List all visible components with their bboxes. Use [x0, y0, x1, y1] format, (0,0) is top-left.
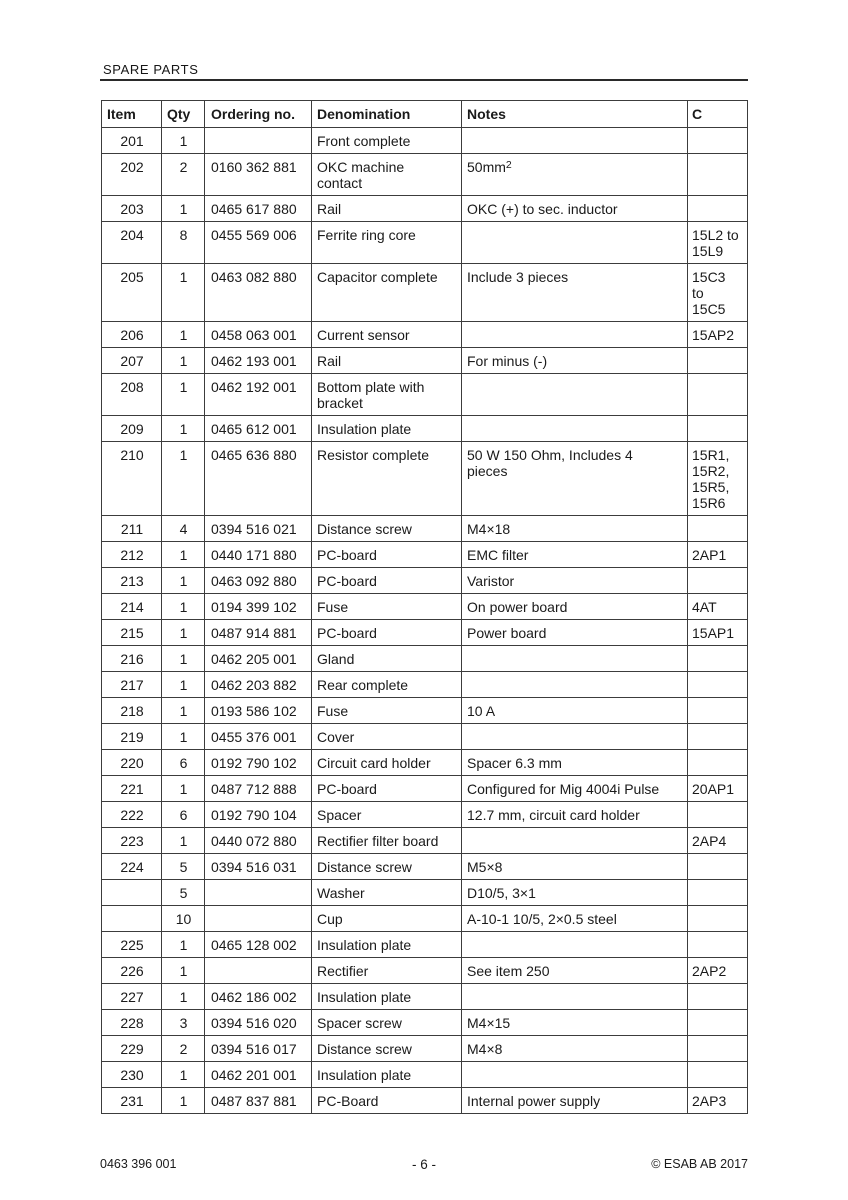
cell-qty: 2 — [162, 1036, 205, 1062]
cell-denomination: Front complete — [312, 128, 462, 154]
section-title: SPARE PARTS — [103, 62, 199, 77]
cell-notes: Configured for Mig 4004i Pulse — [462, 776, 688, 802]
cell-denomination: Spacer — [312, 802, 462, 828]
cell-notes — [462, 724, 688, 750]
cell-notes: Spacer 6.3 mm — [462, 750, 688, 776]
cell-qty: 1 — [162, 698, 205, 724]
cell-notes — [462, 932, 688, 958]
cell-item: 204 — [102, 222, 162, 264]
cell-denomination: PC-board — [312, 620, 462, 646]
cell-item: 207 — [102, 348, 162, 374]
table-row — [102, 222, 748, 264]
cell-ordering: 0455 569 006 — [205, 222, 312, 264]
cell-item: 217 — [102, 672, 162, 698]
cell-denomination: Insulation plate — [312, 932, 462, 958]
cell-ordering: 0193 586 102 — [205, 698, 312, 724]
cell-item: 229 — [102, 1036, 162, 1062]
cell-denomination: Distance screw — [312, 1036, 462, 1062]
cell-denomination: Insulation plate — [312, 984, 462, 1010]
cell-notes: OKC (+) to sec. inductor — [462, 196, 688, 222]
cell-notes: $50mm^2$ — [462, 154, 688, 196]
cell-c — [688, 516, 748, 542]
column-header-item: Item — [102, 101, 162, 128]
cell-c — [688, 374, 748, 416]
table-row — [102, 196, 748, 222]
cell-ordering: 0465 612 001 — [205, 416, 312, 442]
cell-ordering: 0394 516 031 — [205, 854, 312, 880]
cell-ordering: 0394 516 017 — [205, 1036, 312, 1062]
cell-denomination: Spacer screw — [312, 1010, 462, 1036]
cell-notes — [462, 222, 688, 264]
table-row — [102, 958, 748, 984]
cell-item: 218 — [102, 698, 162, 724]
cell-item: 203 — [102, 196, 162, 222]
cell-c: 20AP1 — [688, 776, 748, 802]
cell-ordering: 0462 186 002 — [205, 984, 312, 1010]
table-row — [102, 442, 748, 516]
cell-ordering: 0487 712 888 — [205, 776, 312, 802]
cell-c: 2AP1 — [688, 542, 748, 568]
cell-denomination: Bottom plate with bracket — [312, 374, 462, 416]
cell-ordering: 0465 636 880 — [205, 442, 312, 516]
cell-notes — [462, 322, 688, 348]
cell-ordering — [205, 128, 312, 154]
cell-ordering: 0192 790 104 — [205, 802, 312, 828]
table-row — [102, 750, 748, 776]
cell-notes: M4×8 — [462, 1036, 688, 1062]
table-row — [102, 1010, 748, 1036]
cell-denomination: Insulation plate — [312, 416, 462, 442]
cell-qty: 1 — [162, 196, 205, 222]
table-row — [102, 128, 748, 154]
cell-ordering: 0462 193 001 — [205, 348, 312, 374]
cell-denomination: Gland — [312, 646, 462, 672]
cell-qty: 6 — [162, 750, 205, 776]
cell-qty: 6 — [162, 802, 205, 828]
cell-qty: 1 — [162, 568, 205, 594]
table-row — [102, 374, 748, 416]
cell-qty: 10 — [162, 906, 205, 932]
table-row — [102, 264, 748, 322]
spare-parts-table — [101, 100, 748, 1114]
cell-notes — [462, 1062, 688, 1088]
cell-notes — [462, 984, 688, 1010]
cell-item: 223 — [102, 828, 162, 854]
parts-table-body — [102, 128, 748, 1114]
cell-denomination: Resistor complete — [312, 442, 462, 516]
cell-c — [688, 802, 748, 828]
cell-c — [688, 154, 748, 196]
cell-qty: 2 — [162, 154, 205, 196]
table-row — [102, 932, 748, 958]
footer-copyright: © ESAB AB 2017 — [651, 1157, 748, 1171]
cell-notes: Internal power supply — [462, 1088, 688, 1114]
cell-item: 231 — [102, 1088, 162, 1114]
table-row — [102, 854, 748, 880]
table-row — [102, 154, 748, 196]
cell-qty: 1 — [162, 620, 205, 646]
cell-notes — [462, 416, 688, 442]
cell-item: 201 — [102, 128, 162, 154]
cell-denomination: Cover — [312, 724, 462, 750]
header-rule — [100, 79, 748, 81]
table-row — [102, 516, 748, 542]
cell-ordering: 0192 790 102 — [205, 750, 312, 776]
cell-qty: 1 — [162, 542, 205, 568]
cell-qty: 1 — [162, 984, 205, 1010]
cell-notes: Include 3 pieces — [462, 264, 688, 322]
cell-c: 15AP2 — [688, 322, 748, 348]
cell-ordering: 0440 171 880 — [205, 542, 312, 568]
cell-c — [688, 416, 748, 442]
cell-c — [688, 906, 748, 932]
cell-denomination: PC-board — [312, 568, 462, 594]
cell-item: 215 — [102, 620, 162, 646]
cell-ordering — [205, 906, 312, 932]
table-row — [102, 984, 748, 1010]
cell-qty: 1 — [162, 128, 205, 154]
cell-ordering: 0455 376 001 — [205, 724, 312, 750]
cell-notes — [462, 128, 688, 154]
table-row — [102, 620, 748, 646]
cell-denomination: Washer — [312, 880, 462, 906]
cell-notes: 50 W 150 Ohm, Includes 4 pieces — [462, 442, 688, 516]
cell-c — [688, 196, 748, 222]
table-row — [102, 672, 748, 698]
cell-denomination: Cup — [312, 906, 462, 932]
cell-notes: A-10-1 10/5, 2×0.5 steel — [462, 906, 688, 932]
cell-denomination: Rear complete — [312, 672, 462, 698]
cell-c: 2AP2 — [688, 958, 748, 984]
cell-item: 209 — [102, 416, 162, 442]
cell-qty: 1 — [162, 322, 205, 348]
column-header-denomination: Denomination — [312, 101, 462, 128]
cell-qty: 3 — [162, 1010, 205, 1036]
cell-notes: On power board — [462, 594, 688, 620]
cell-item: 206 — [102, 322, 162, 348]
cell-ordering: 0440 072 880 — [205, 828, 312, 854]
cell-c — [688, 854, 748, 880]
cell-c — [688, 348, 748, 374]
cell-ordering: 0462 201 001 — [205, 1062, 312, 1088]
cell-ordering: 0458 063 001 — [205, 322, 312, 348]
cell-c — [688, 750, 748, 776]
cell-c — [688, 1062, 748, 1088]
cell-item: 226 — [102, 958, 162, 984]
cell-notes: M4×18 — [462, 516, 688, 542]
cell-denomination: Rectifier filter board — [312, 828, 462, 854]
cell-item — [102, 880, 162, 906]
cell-c — [688, 932, 748, 958]
cell-item: 212 — [102, 542, 162, 568]
cell-ordering: 0194 399 102 — [205, 594, 312, 620]
cell-item: 227 — [102, 984, 162, 1010]
cell-ordering: 0465 617 880 — [205, 196, 312, 222]
cell-qty: 8 — [162, 222, 205, 264]
footer-document-number: 0463 396 001 — [100, 1157, 177, 1171]
cell-c: 15L2 to 15L9 — [688, 222, 748, 264]
cell-c — [688, 1010, 748, 1036]
cell-qty: 1 — [162, 442, 205, 516]
cell-ordering: 0465 128 002 — [205, 932, 312, 958]
table-row — [102, 1062, 748, 1088]
cell-item: 221 — [102, 776, 162, 802]
cell-item: 216 — [102, 646, 162, 672]
cell-item: 210 — [102, 442, 162, 516]
cell-c — [688, 1036, 748, 1062]
cell-c: 15R1, 15R2, 15R5, 15R6 — [688, 442, 748, 516]
table-row — [102, 322, 748, 348]
cell-qty: 1 — [162, 374, 205, 416]
column-header-notes: Notes — [462, 101, 688, 128]
cell-c — [688, 568, 748, 594]
cell-denomination: Rail — [312, 348, 462, 374]
table-row — [102, 348, 748, 374]
cell-ordering — [205, 958, 312, 984]
cell-c — [688, 672, 748, 698]
cell-denomination: Rail — [312, 196, 462, 222]
footer-page-number: - 6 - — [411, 1157, 436, 1172]
cell-notes — [462, 828, 688, 854]
cell-denomination: PC-board — [312, 776, 462, 802]
table-row — [102, 646, 748, 672]
cell-notes: M4×15 — [462, 1010, 688, 1036]
cell-c — [688, 984, 748, 1010]
cell-qty: 1 — [162, 1088, 205, 1114]
table-row — [102, 906, 748, 932]
cell-qty: 5 — [162, 880, 205, 906]
cell-qty: 1 — [162, 1062, 205, 1088]
cell-denomination: Capacitor complete — [312, 264, 462, 322]
cell-ordering: 0394 516 021 — [205, 516, 312, 542]
cell-item: 211 — [102, 516, 162, 542]
cell-ordering: 0462 192 001 — [205, 374, 312, 416]
table-row — [102, 776, 748, 802]
cell-c — [688, 646, 748, 672]
cell-c: 2AP3 — [688, 1088, 748, 1114]
column-header-qty: Qty — [162, 101, 205, 128]
cell-ordering: 0394 516 020 — [205, 1010, 312, 1036]
cell-qty: 1 — [162, 958, 205, 984]
cell-c: 15AP1 — [688, 620, 748, 646]
cell-item: 219 — [102, 724, 162, 750]
table-row — [102, 724, 748, 750]
cell-ordering: 0487 837 881 — [205, 1088, 312, 1114]
table-header-row — [102, 101, 748, 128]
cell-denomination: Fuse — [312, 594, 462, 620]
table-row — [102, 802, 748, 828]
cell-c: 2AP4 — [688, 828, 748, 854]
cell-denomination: Ferrite ring core — [312, 222, 462, 264]
cell-c — [688, 724, 748, 750]
cell-denomination: Circuit card holder — [312, 750, 462, 776]
cell-denomination: Distance screw — [312, 854, 462, 880]
table-row — [102, 594, 748, 620]
cell-notes: Power board — [462, 620, 688, 646]
cell-ordering: 0487 914 881 — [205, 620, 312, 646]
table-row — [102, 828, 748, 854]
cell-qty: 1 — [162, 932, 205, 958]
cell-c — [688, 128, 748, 154]
column-header-c: C — [688, 101, 748, 128]
cell-item: 213 — [102, 568, 162, 594]
column-header-ordering-no: Ordering no. — [205, 101, 312, 128]
cell-ordering: 0462 203 882 — [205, 672, 312, 698]
cell-item: 202 — [102, 154, 162, 196]
cell-notes: Varistor — [462, 568, 688, 594]
cell-item: 214 — [102, 594, 162, 620]
cell-denomination: Current sensor — [312, 322, 462, 348]
cell-notes: 12.7 mm, circuit card holder — [462, 802, 688, 828]
cell-item: 205 — [102, 264, 162, 322]
cell-item: 220 — [102, 750, 162, 776]
cell-ordering: 0463 082 880 — [205, 264, 312, 322]
cell-qty: 1 — [162, 828, 205, 854]
cell-denomination: Rectifier — [312, 958, 462, 984]
cell-c — [688, 880, 748, 906]
cell-qty: 1 — [162, 776, 205, 802]
table-row — [102, 542, 748, 568]
cell-c: 15C3 to 15C5 — [688, 264, 748, 322]
cell-item: 208 — [102, 374, 162, 416]
cell-qty: 1 — [162, 416, 205, 442]
table-row — [102, 1088, 748, 1114]
cell-ordering: 0160 362 881 — [205, 154, 312, 196]
table-row — [102, 568, 748, 594]
cell-item: 228 — [102, 1010, 162, 1036]
cell-item: 230 — [102, 1062, 162, 1088]
table-header — [102, 101, 748, 128]
cell-notes: For minus (-) — [462, 348, 688, 374]
cell-notes — [462, 646, 688, 672]
cell-ordering: 0462 205 001 — [205, 646, 312, 672]
cell-qty: 1 — [162, 264, 205, 322]
cell-qty: 5 — [162, 854, 205, 880]
cell-qty: 1 — [162, 672, 205, 698]
cell-item: 224 — [102, 854, 162, 880]
cell-denomination: Insulation plate — [312, 1062, 462, 1088]
cell-notes — [462, 374, 688, 416]
cell-denomination: PC-Board — [312, 1088, 462, 1114]
cell-c: 4AT — [688, 594, 748, 620]
cell-notes: D10/5, 3×1 — [462, 880, 688, 906]
cell-notes: 10 A — [462, 698, 688, 724]
cell-notes: M5×8 — [462, 854, 688, 880]
cell-item: 225 — [102, 932, 162, 958]
cell-denomination: Distance screw — [312, 516, 462, 542]
table-row — [102, 698, 748, 724]
table-row — [102, 1036, 748, 1062]
cell-denomination: Fuse — [312, 698, 462, 724]
cell-notes — [462, 672, 688, 698]
cell-qty: 4 — [162, 516, 205, 542]
cell-denomination: OKC machine contact — [312, 154, 462, 196]
cell-qty: 1 — [162, 594, 205, 620]
cell-denomination: PC-board — [312, 542, 462, 568]
cell-c — [688, 698, 748, 724]
table-row — [102, 880, 748, 906]
table-row — [102, 416, 748, 442]
cell-notes: See item 250 — [462, 958, 688, 984]
cell-ordering — [205, 880, 312, 906]
cell-qty: 1 — [162, 724, 205, 750]
cell-qty: 1 — [162, 646, 205, 672]
cell-item: 222 — [102, 802, 162, 828]
cell-notes: EMC filter — [462, 542, 688, 568]
cell-ordering: 0463 092 880 — [205, 568, 312, 594]
cell-item — [102, 906, 162, 932]
cell-qty: 1 — [162, 348, 205, 374]
